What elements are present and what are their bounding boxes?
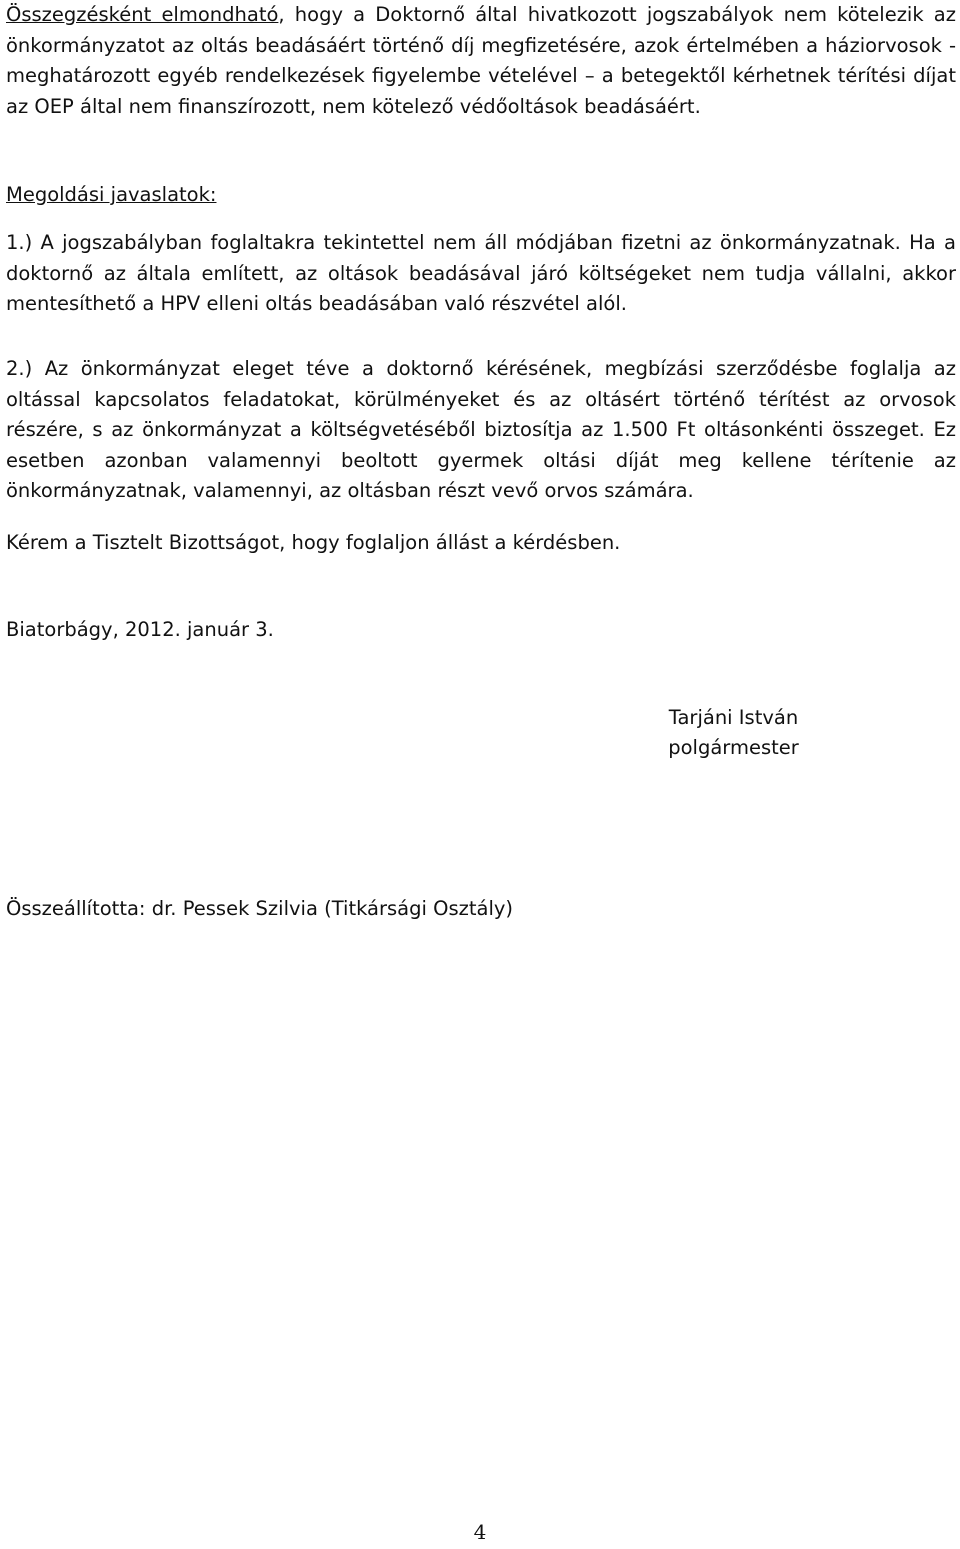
signatory-name: Tarjáni István — [668, 706, 799, 729]
solution-point-2: 2.) Az önkormányzat eleget téve a doktornő kérésének, megbízási szerződésbe foglalja az oltással kapcsolatos feladatokat, körülményeket és az oltásért történő térítést az orvosok részére, s az önkormányzat a költségvetéséből biztosítja az 1.500 Ft oltásonkénti összeget. Ez esetben azonban valamennyi beoltott gyermek oltási díját meg kellene térítenie az önkormányzatnak, valamennyi, az oltásban részt vevő orvos számára. — [6, 357, 956, 502]
solution-point-1: 1.) A jogszabályban foglaltakra tekintettel nem áll módjában fizetni az önkormányzatnak. Ha a doktornő az általa említett, az oltások beadásával járó költségeket nem tudja vállalni, akkor mentesíthető a HPV elleni oltás beadásában való részvétel alól. — [6, 231, 956, 315]
page-number: 4 — [473, 1520, 487, 1544]
dateline: Biatorbágy, 2012. január 3. — [6, 618, 274, 641]
summary-lead: Összegzésként elmondható — [6, 3, 279, 26]
solutions-heading: Megoldási javaslatok: — [6, 183, 217, 206]
request-sentence: Kérem a Tisztelt Bizottságot, hogy foglaljon állást a kérdésben. — [6, 531, 621, 554]
signatory-title: polgármester — [668, 736, 799, 759]
compiled-by-line: Összeállította: dr. Pessek Szilvia (Titkársági Osztály) — [6, 897, 514, 920]
summary-text: , hogy a Doktornő által hivatkozott jogszabályok nem kötelezik az önkormányzatot az oltás beadásáért történő díj megfizetésére, azok értelmében a háziorvosok - meghatározott egyéb rendelkezések figyelembe vételével – a betegektől kérhetnek térítési díjat az OEP által nem finanszírozott, nem kötelező védőoltások beadásáért. — [6, 3, 956, 118]
summary-paragraph — [6, 0, 956, 122]
signature-block — [646, 703, 821, 763]
